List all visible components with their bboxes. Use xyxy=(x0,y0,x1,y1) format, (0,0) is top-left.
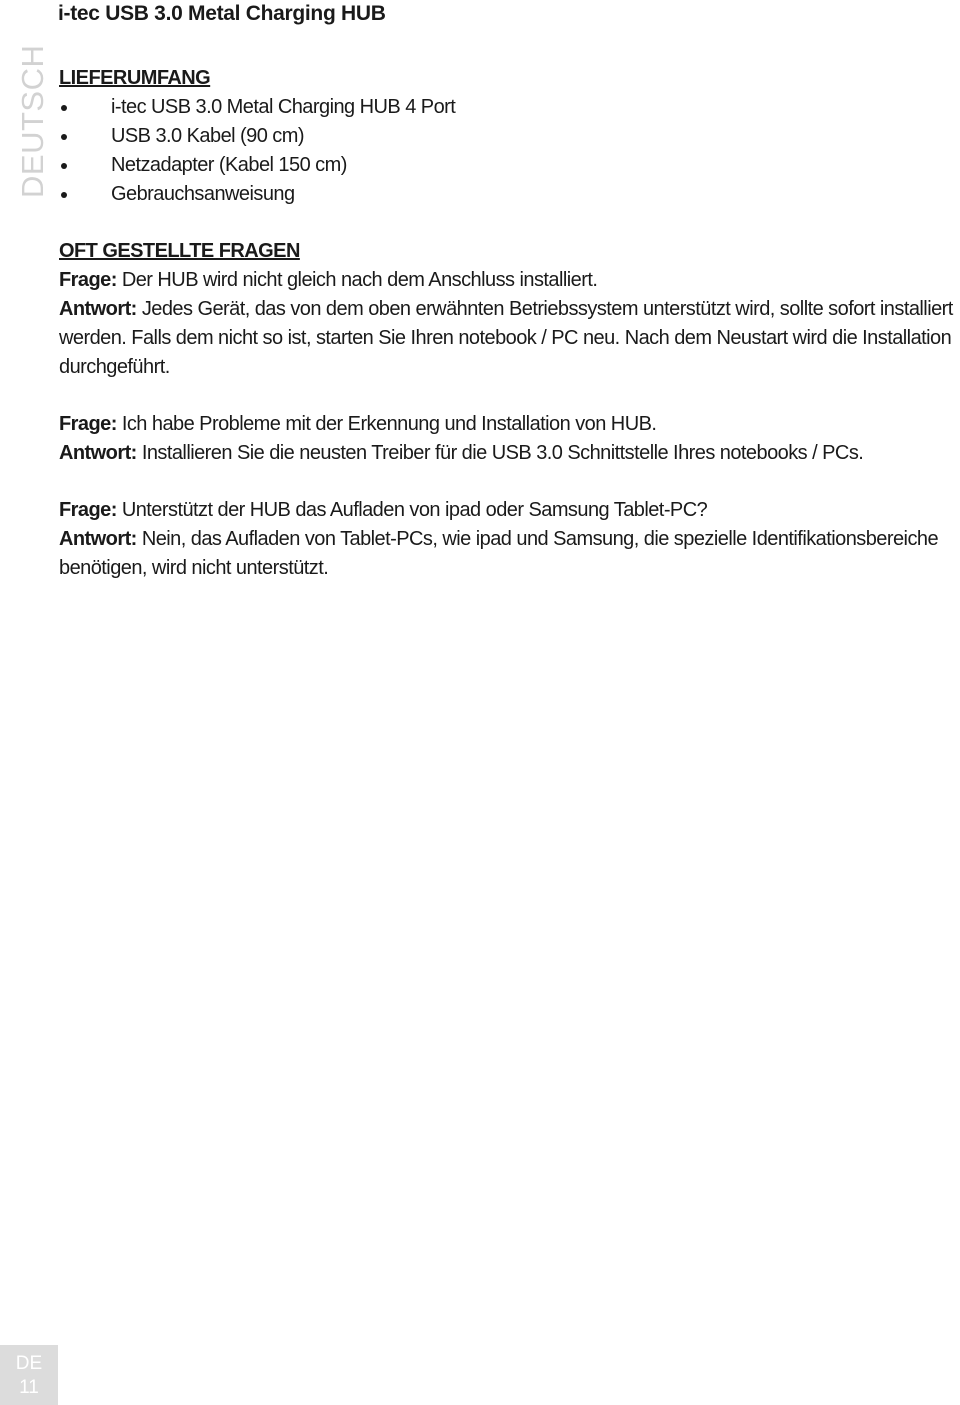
language-side-label-text: DEUTSCH xyxy=(15,44,50,198)
answer-label: Antwort: xyxy=(59,298,137,320)
page-number-badge xyxy=(0,1345,58,1405)
faq-heading: OFT GESTELLTE FRAGEN xyxy=(59,240,300,262)
question-label: Frage: xyxy=(59,413,117,435)
document-body xyxy=(59,64,954,583)
lieferumfang-heading: LIEFERUMFANG xyxy=(59,67,211,89)
faq-answer-1 xyxy=(59,295,954,382)
language-code: DE xyxy=(15,1353,43,1374)
bullet-icon xyxy=(61,163,67,169)
answer-text: Nein, das Aufladen von Tablet-PCs, wie ipad und Samsung, die spezielle Identifikationsbereiche benötigen, wird nicht unterstützt. xyxy=(59,528,939,579)
language-side-label xyxy=(2,28,62,198)
faq-question-2 xyxy=(59,410,954,439)
lieferumfang-list xyxy=(59,93,954,209)
list-item: i-tec USB 3.0 Metal Charging HUB 4 Port xyxy=(59,93,954,122)
list-item: Netzadapter (Kabel 150 cm) xyxy=(59,151,954,180)
bullet-icon xyxy=(61,192,67,198)
answer-label: Antwort: xyxy=(59,442,137,464)
answer-text: Jedes Gerät, das von dem oben erwähnten Betriebssystem unterstützt wird, sollte sofort installiert werden. Falls dem nicht so ist, starten Sie Ihren notebook / PC neu. Nach dem Neustart wird die Installation durchgeführt. xyxy=(59,298,953,378)
faq-question-3 xyxy=(59,496,954,525)
page-number: 11 xyxy=(19,1377,39,1398)
question-text: Unterstützt der HUB das Aufladen von ipad oder Samsung Tablet-PC? xyxy=(116,499,708,521)
question-label: Frage: xyxy=(59,499,117,521)
list-item: USB 3.0 Kabel (90 cm) xyxy=(59,122,954,151)
bullet-icon xyxy=(61,134,67,140)
faq-question-1 xyxy=(59,266,954,295)
question-text: Der HUB wird nicht gleich nach dem Anschluss installiert. xyxy=(116,269,598,291)
page-title: i-tec USB 3.0 Metal Charging HUB xyxy=(58,2,386,25)
faq-answer-3 xyxy=(59,525,954,583)
answer-text: Installieren Sie die neusten Treiber für die USB 3.0 Schnittstelle Ihres notebooks / PCs. xyxy=(136,442,864,464)
answer-label: Antwort: xyxy=(59,528,137,550)
question-label: Frage: xyxy=(59,269,117,291)
faq-answer-2 xyxy=(59,439,954,468)
list-item: Gebrauchsanweisung xyxy=(59,180,954,209)
bullet-icon xyxy=(61,105,67,111)
question-text: Ich habe Probleme mit der Erkennung und Installation von HUB. xyxy=(116,413,657,435)
